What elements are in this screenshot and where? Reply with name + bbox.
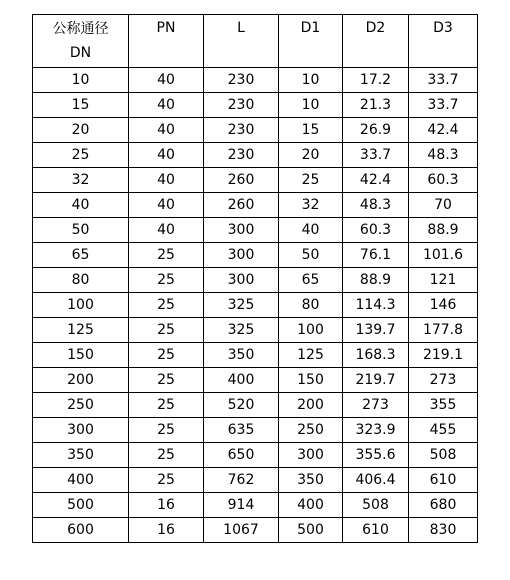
cell-d1: 50: [279, 243, 343, 268]
cell-d2: 21.3: [343, 93, 409, 118]
cell-d3: 33.7: [409, 93, 478, 118]
cell-pn: 16: [129, 518, 204, 543]
cell-d3: 610: [409, 468, 478, 493]
cell-dn: 40: [33, 193, 129, 218]
cell-d1: 200: [279, 393, 343, 418]
cell-d1: 10: [279, 68, 343, 93]
cell-d3: 33.7: [409, 68, 478, 93]
header-cell-dn: [33, 15, 129, 68]
cell-l: 230: [204, 118, 279, 143]
cell-d2: 508: [343, 493, 409, 518]
cell-d2: 48.3: [343, 193, 409, 218]
cell-d1: 40: [279, 218, 343, 243]
cell-l: 1067: [204, 518, 279, 543]
table-row: [33, 193, 478, 218]
cell-d2: 323.9: [343, 418, 409, 443]
cell-dn: 400: [33, 468, 129, 493]
cell-pn: 40: [129, 118, 204, 143]
cell-d3: 48.3: [409, 143, 478, 168]
cell-pn: 25: [129, 268, 204, 293]
table-row: [33, 418, 478, 443]
cell-l: 230: [204, 93, 279, 118]
table-row: [33, 143, 478, 168]
cell-dn: 350: [33, 443, 129, 468]
header-label-d1-line-1: D1: [300, 20, 321, 36]
cell-d1: 250: [279, 418, 343, 443]
cell-d2: 33.7: [343, 143, 409, 168]
header-label-dn-line-2: DN: [69, 45, 92, 61]
cell-pn: 40: [129, 218, 204, 243]
cell-dn: 50: [33, 218, 129, 243]
cell-dn: 65: [33, 243, 129, 268]
cell-d2: 219.7: [343, 368, 409, 393]
table-row: [33, 468, 478, 493]
header-cell-d3: [409, 15, 478, 68]
cell-l: 325: [204, 293, 279, 318]
cell-l: 300: [204, 268, 279, 293]
cell-l: 350: [204, 343, 279, 368]
cell-d3: 680: [409, 493, 478, 518]
header-label-l-line-1: L: [237, 20, 245, 36]
header-cell-d1: [279, 15, 343, 68]
cell-dn: 15: [33, 93, 129, 118]
cell-dn: 150: [33, 343, 129, 368]
header-cell-pn: [129, 15, 204, 68]
cell-d3: 70: [409, 193, 478, 218]
table-row: [33, 118, 478, 143]
table-row: [33, 218, 478, 243]
cell-pn: 40: [129, 193, 204, 218]
cell-d3: 273: [409, 368, 478, 393]
cell-dn: 125: [33, 318, 129, 343]
cell-d1: 20: [279, 143, 343, 168]
cell-d1: 10: [279, 93, 343, 118]
cell-pn: 25: [129, 293, 204, 318]
cell-pn: 40: [129, 168, 204, 193]
cell-l: 914: [204, 493, 279, 518]
cell-d1: 400: [279, 493, 343, 518]
cell-d1: 125: [279, 343, 343, 368]
cell-pn: 25: [129, 393, 204, 418]
cell-d1: 100: [279, 318, 343, 343]
cell-dn: 600: [33, 518, 129, 543]
table-row: [33, 493, 478, 518]
cell-d2: 168.3: [343, 343, 409, 368]
cell-d2: 42.4: [343, 168, 409, 193]
cell-l: 230: [204, 143, 279, 168]
cell-pn: 40: [129, 93, 204, 118]
table-row: [33, 368, 478, 393]
cell-d1: 300: [279, 443, 343, 468]
cell-d3: 42.4: [409, 118, 478, 143]
header-row: [33, 15, 478, 68]
cell-d2: 355.6: [343, 443, 409, 468]
cell-d2: 139.7: [343, 318, 409, 343]
cell-d1: 15: [279, 118, 343, 143]
cell-dn: 100: [33, 293, 129, 318]
cell-dn: 25: [33, 143, 129, 168]
cell-d3: 508: [409, 443, 478, 468]
cell-d2: 76.1: [343, 243, 409, 268]
cell-d3: 60.3: [409, 168, 478, 193]
cell-l: 762: [204, 468, 279, 493]
cell-d2: 114.3: [343, 293, 409, 318]
cell-dn: 80: [33, 268, 129, 293]
table-row: [33, 243, 478, 268]
header-label-pn-line-1: PN: [156, 20, 176, 36]
table-row: [33, 268, 478, 293]
cell-d1: 150: [279, 368, 343, 393]
cell-pn: 40: [129, 143, 204, 168]
cell-l: 650: [204, 443, 279, 468]
table-row: [33, 393, 478, 418]
cell-d2: 60.3: [343, 218, 409, 243]
cell-l: 260: [204, 193, 279, 218]
cell-d3: 455: [409, 418, 478, 443]
cell-d3: 830: [409, 518, 478, 543]
cell-d3: 219.1: [409, 343, 478, 368]
header-label-d3-line-1: D3: [433, 20, 453, 36]
cell-l: 520: [204, 393, 279, 418]
cell-pn: 40: [129, 68, 204, 93]
cell-l: 635: [204, 418, 279, 443]
cell-dn: 250: [33, 393, 129, 418]
table-row: [33, 93, 478, 118]
cell-d3: 355: [409, 393, 478, 418]
cell-d1: 500: [279, 518, 343, 543]
cell-pn: 25: [129, 443, 204, 468]
cell-d3: 101.6: [409, 243, 478, 268]
cell-dn: 500: [33, 493, 129, 518]
header-label-dn-line-1: 公称通径: [52, 21, 109, 37]
cell-pn: 25: [129, 368, 204, 393]
table-body: [33, 68, 478, 543]
table-row: [33, 518, 478, 543]
cell-d3: 146: [409, 293, 478, 318]
table-row: [33, 68, 478, 93]
cell-d3: 177.8: [409, 318, 478, 343]
cell-d1: 32: [279, 193, 343, 218]
cell-dn: 200: [33, 368, 129, 393]
cell-d2: 17.2: [343, 68, 409, 93]
cell-dn: 10: [33, 68, 129, 93]
cell-d2: 610: [343, 518, 409, 543]
cell-d1: 25: [279, 168, 343, 193]
cell-d2: 26.9: [343, 118, 409, 143]
cell-pn: 25: [129, 243, 204, 268]
header-label-d2-line-1: D2: [365, 20, 386, 36]
cell-d1: 65: [279, 268, 343, 293]
cell-l: 400: [204, 368, 279, 393]
cell-d2: 273: [343, 393, 409, 418]
cell-d1: 350: [279, 468, 343, 493]
cell-pn: 25: [129, 343, 204, 368]
table-row: [33, 168, 478, 193]
header-cell-l: [204, 15, 279, 68]
table-row: [33, 293, 478, 318]
header-cell-d2: [343, 15, 409, 68]
cell-l: 300: [204, 243, 279, 268]
dimension-table: [32, 14, 478, 543]
cell-dn: 32: [33, 168, 129, 193]
cell-d3: 121: [409, 268, 478, 293]
cell-d2: 88.9: [343, 268, 409, 293]
table-row: [33, 443, 478, 468]
cell-dn: 20: [33, 118, 129, 143]
cell-d2: 406.4: [343, 468, 409, 493]
cell-d1: 80: [279, 293, 343, 318]
cell-l: 260: [204, 168, 279, 193]
cell-pn: 25: [129, 468, 204, 493]
cell-pn: 16: [129, 493, 204, 518]
cell-l: 325: [204, 318, 279, 343]
table-row: [33, 343, 478, 368]
cell-dn: 300: [33, 418, 129, 443]
cell-pn: 25: [129, 318, 204, 343]
table-row: [33, 318, 478, 343]
cell-l: 230: [204, 68, 279, 93]
cell-pn: 25: [129, 418, 204, 443]
cell-d3: 88.9: [409, 218, 478, 243]
cell-l: 300: [204, 218, 279, 243]
